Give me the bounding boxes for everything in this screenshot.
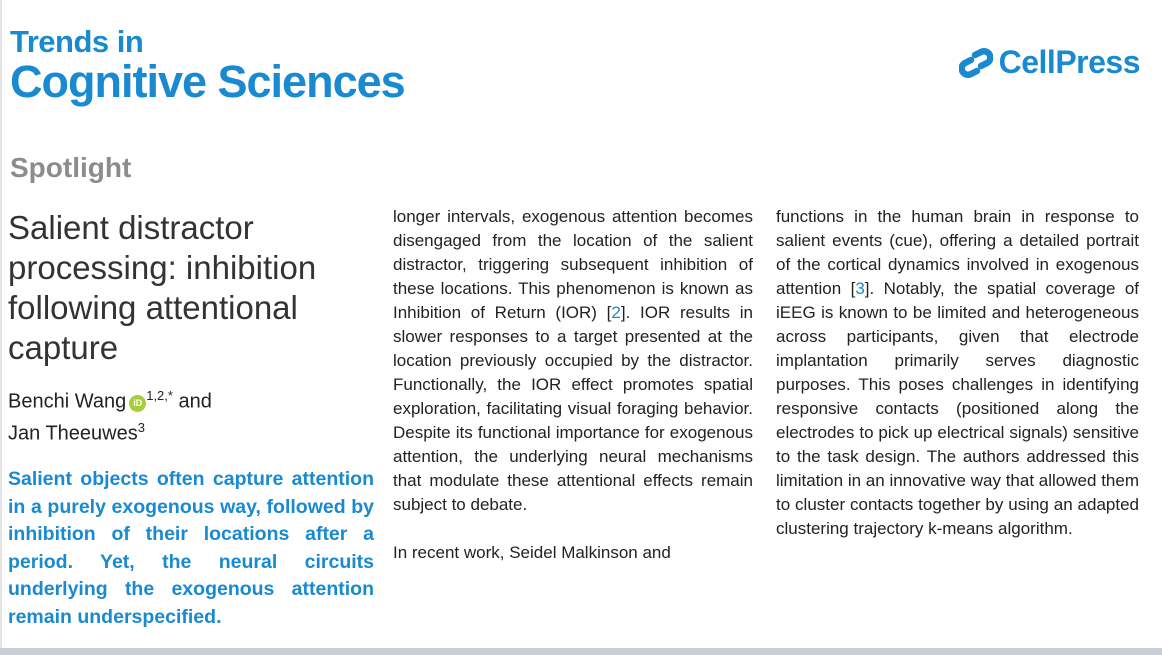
author-list: [8, 383, 212, 446]
article-title: Salient distractor processing: inhibition following attentional capture: [8, 209, 317, 366]
publisher-name: CellPress: [998, 44, 1140, 80]
cellpress-logo-icon: [959, 46, 993, 80]
body-column-right: [776, 205, 1139, 541]
author-affiliation: 3: [137, 419, 145, 435]
reference-link[interactable]: 2: [611, 303, 621, 322]
bottom-scroll-bar: [0, 648, 1162, 655]
journal-name-line1: Trends in: [10, 24, 144, 59]
body-paragraph: [393, 205, 753, 517]
author-conjunction: and: [178, 390, 212, 413]
body-text: ]. Notably, the spatial coverage of iEEG is known to be limited and heterogeneous across participants, given that electrode implantation primarily serves diagnostic purposes. This poses challenges in identifying responsive contacts (positioned along the electrodes to pick up electrical signals) sensitive to the task design. The authors addressed this limitation in an innovative way that allowed them to cluster contacts together by using an adapted clustering trajectory k-means algorithm.: [776, 279, 1139, 538]
publisher-logo: [959, 44, 1140, 81]
body-column-middle: [393, 205, 753, 565]
page-edge: [0, 0, 2, 655]
section-label: Spotlight: [10, 152, 132, 183]
body-text: functions in the human brain in response to salient events (cue), offering a detailed portrait of the cortical dynamics involved in exogenous attention [: [776, 207, 1139, 298]
author-name: Jan Theeuwes: [8, 422, 138, 445]
orcid-icon[interactable]: iD: [129, 395, 146, 412]
abstract-summary: Salient objects often capture attention in a purely exogenous way, followed by inhibition of their locations after a period. Yet, the neural circuits underlying the exogenous attention remain underspecified.: [8, 468, 374, 628]
body-text: longer intervals, exogenous attention becomes disengaged from the location of the salient distractor, triggering subsequent inhibition of these locations. This phenomenon is known as Inhibition of Return (IOR) [: [393, 207, 753, 322]
body-paragraph: In recent work, Seidel Malkinson and: [393, 543, 671, 562]
body-text: ]. IOR results in slower responses to a target presented at the location previously occupied by the distractor. Functionally, the IOR effect promotes spatial exploration, facilitating visual foraging behavior. Despite its functional importance for exogenous attention, the underlying neural mechanisms that modulate these attentional effects remain subject to debate.: [393, 303, 754, 514]
author-name: Benchi Wang: [8, 390, 127, 413]
journal-name-line2: Cognitive Sciences: [10, 56, 405, 107]
body-paragraph: [776, 205, 1139, 541]
reference-link[interactable]: 3: [855, 279, 865, 298]
author-affiliation: 1,2,*: [146, 388, 173, 403]
